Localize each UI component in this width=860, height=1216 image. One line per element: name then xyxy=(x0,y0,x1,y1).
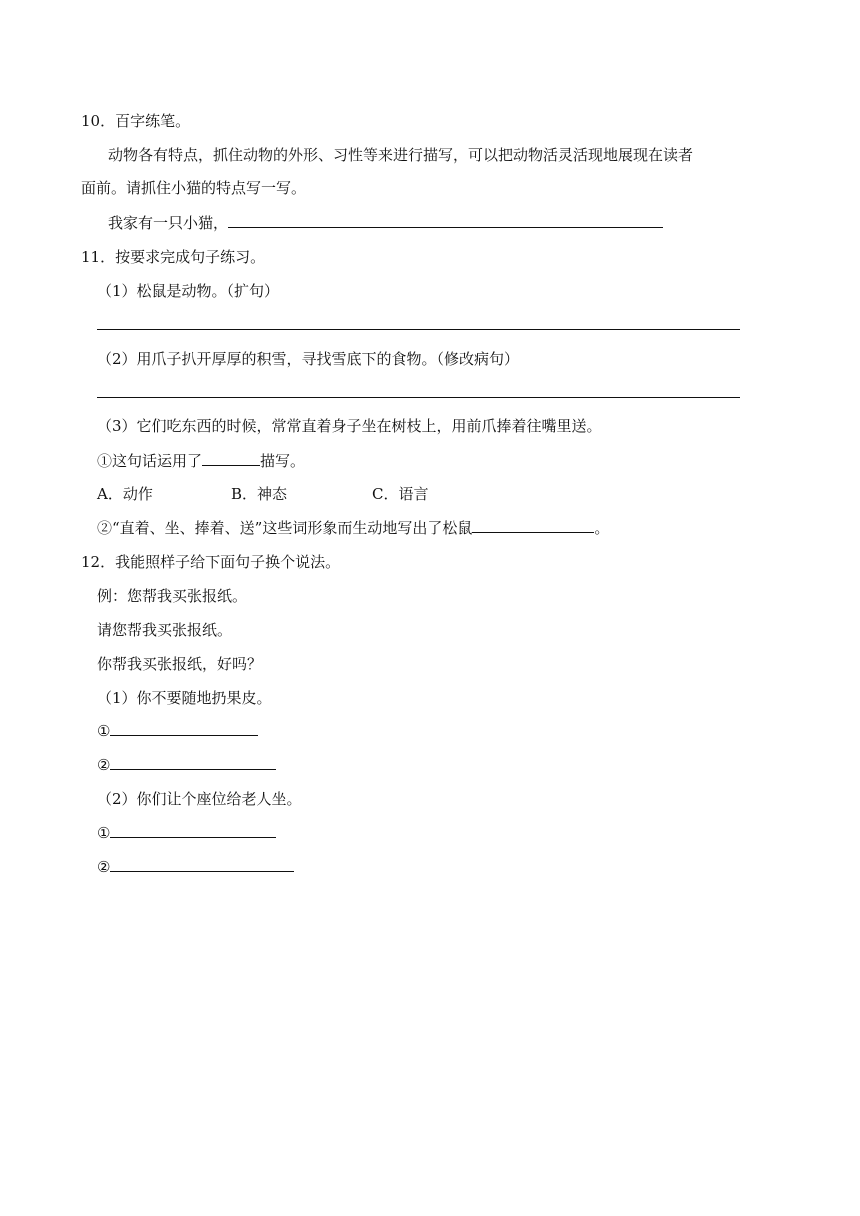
answer-line-2[interactable] xyxy=(97,397,740,398)
circled-number: ① xyxy=(97,722,111,740)
circled-number: ② xyxy=(97,756,111,774)
answer-blank[interactable] xyxy=(228,213,663,228)
q12-sub-question-2: （2）你们让个座位给老人坐。 xyxy=(97,790,302,808)
q10-paragraph-line-1: 动物各有特点，抓住动物的外形、习性等来进行描写，可以把动物活灵活现地展现在读者 xyxy=(108,146,694,164)
question-11-heading xyxy=(81,247,265,267)
q11-sub-question-1: （1）松鼠是动物。（扩句） xyxy=(97,282,280,300)
option-a[interactable]: A．动作 xyxy=(97,485,153,503)
q12-2-answer-1 xyxy=(97,823,276,843)
item-text-suffix: 描写。 xyxy=(260,452,306,470)
example-sentence: 例：您帮我买张报纸。 xyxy=(97,587,248,605)
q12-2-answer-2 xyxy=(97,857,294,877)
q11-sub-question-3: （3）它们吃东西的时候，常常直着身子坐在树枝上，用前爪捧着往嘴里送。 xyxy=(97,417,602,435)
answer-blank[interactable] xyxy=(472,518,594,533)
prompt-text: 我家有一只小猫， xyxy=(108,214,229,232)
circled-number: ② xyxy=(97,858,111,876)
q11-item-1 xyxy=(97,451,305,471)
item-text: ②“直着、坐、捧着、送”这些词形象而生动地写出了松鼠 xyxy=(97,519,473,537)
q10-writing-prompt xyxy=(108,213,663,233)
question-number: 11． xyxy=(81,248,116,266)
q12-1-answer-2 xyxy=(97,755,276,775)
example-rewrite-2: 你帮我买张报纸，好吗？ xyxy=(97,655,263,673)
q10-paragraph-line-2: 面前。请抓住小猫的特点写一写。 xyxy=(81,179,307,197)
question-12-heading xyxy=(81,552,340,572)
q11-sub-question-2: （2）用爪子扒开厚厚的积雪，寻找雪底下的食物。（修改病句） xyxy=(97,350,520,368)
question-10-heading xyxy=(81,111,190,131)
answer-blank[interactable] xyxy=(110,755,276,770)
q12-sub-question-1: （1）你不要随地扔果皮。 xyxy=(97,689,272,707)
answer-line-1[interactable] xyxy=(97,329,740,330)
item-text-suffix: 。 xyxy=(594,519,610,537)
question-title: 我能照样子给下面句子换个说法。 xyxy=(115,553,341,571)
question-number: 12． xyxy=(81,553,116,571)
answer-blank[interactable] xyxy=(110,857,294,872)
circled-number: ① xyxy=(97,824,111,842)
question-title: 百字练笔。 xyxy=(115,112,191,130)
item-text: ①这句话运用了 xyxy=(97,452,203,470)
answer-blank[interactable] xyxy=(202,451,260,466)
answer-blank[interactable] xyxy=(110,823,276,838)
example-rewrite-1: 请您帮我买张报纸。 xyxy=(97,621,233,639)
question-title: 按要求完成句子练习。 xyxy=(115,248,266,266)
option-b[interactable]: B．神态 xyxy=(231,485,288,503)
option-c[interactable]: C．语言 xyxy=(372,485,429,503)
question-number: 10． xyxy=(81,112,116,130)
answer-blank[interactable] xyxy=(110,721,258,736)
q12-1-answer-1 xyxy=(97,721,258,741)
q11-item-2 xyxy=(97,518,609,538)
